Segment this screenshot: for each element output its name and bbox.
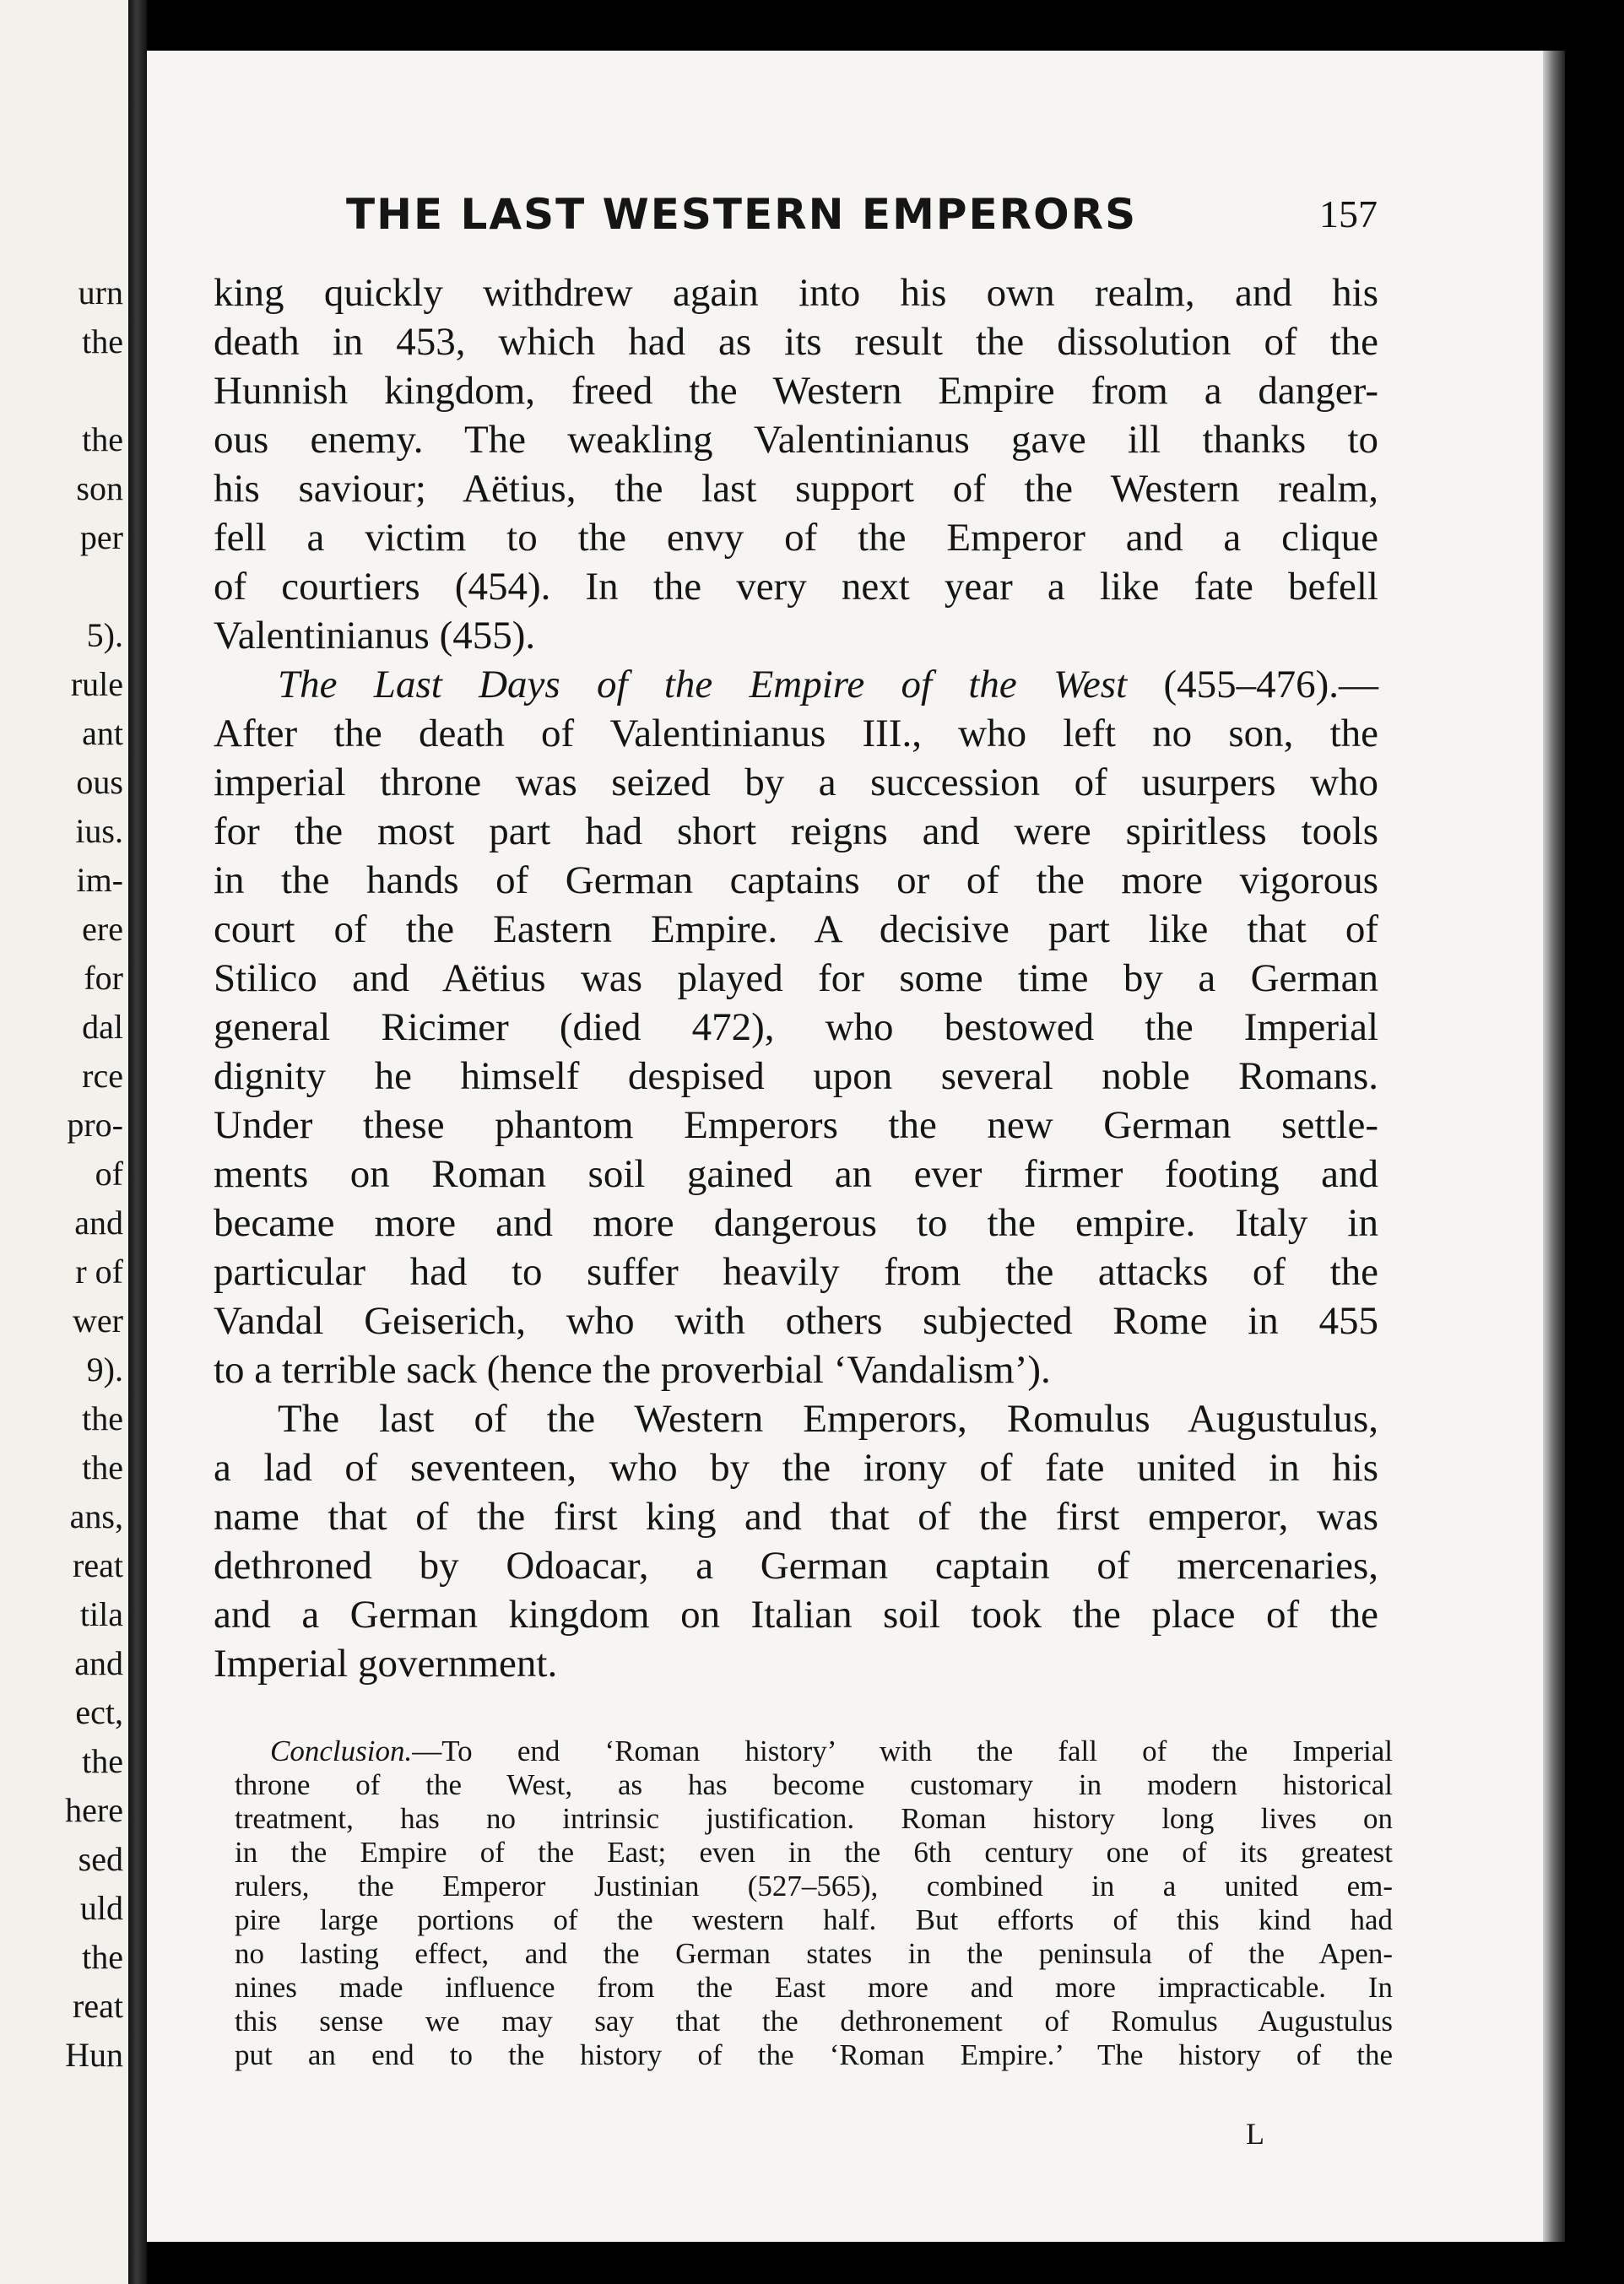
text-line: and a German kingdom on Italian soil took the place of the [214,1593,1378,1637]
page-edge [1543,51,1565,2242]
footnote-line: throne of the West, as has become customary in modern historical [235,1768,1393,1801]
facing-page-fragment-text: reat [73,1546,123,1584]
signature-mark: L [1246,2117,1264,2151]
text-line: Stilico and Aëtius was played for some time by a German [214,956,1378,1000]
text-line: king quickly withdrew again into his own realm, and his [214,271,1378,315]
footnote-conclusion [235,1735,1393,2072]
footnote-line: pire large portions of the western half. But efforts of this kind had [235,1903,1393,1936]
section-title: The Last Days of the Empire of the West [278,663,1128,706]
facing-page-fragment-text: Hun [65,2036,123,2074]
facing-page-fragment-text: pro- [67,1106,123,1144]
footnote-line: put an end to the history of the ‘Roman Empire.’ The history of the [235,2038,1393,2071]
facing-page-fragment-text: dal [82,1008,123,1046]
facing-page-fragment-text: 5). [86,616,123,654]
facing-page-fragment-text: the [82,1448,123,1486]
text-line: name that of the first king and that of the first emperor, was [214,1495,1378,1539]
footnote-line [235,1735,1393,1768]
footnote-line: nines made influence from the East more and more impracticable. In [235,1971,1393,2004]
facing-page-fragment-text: ere [82,910,123,948]
facing-page-fragment-text: of [95,1155,123,1193]
book-gutter [128,0,147,2284]
paragraph-1 [214,268,1378,660]
text-line: ous enemy. The weakling Valentinianus gave ill thanks to [214,418,1378,462]
section-title-dates: (455–476).— [1127,663,1378,706]
text-line: The last of the Western Emperors, Romulus Augustulus, [278,1397,1378,1441]
footnote-line: in the Empire of the East; even in the 6th century one of its greatest [235,1836,1393,1869]
facing-page-fragment-text: ous [76,763,123,801]
text-line: a lad of seventeen, who by the irony of fate united in his [214,1446,1378,1490]
text-line: in the hands of German captains or of the more vigorous [214,858,1378,902]
text-line: Valentinianus (455). [214,614,536,658]
facing-page-fragment-text: im- [76,861,123,899]
footnote-line: rulers, the Emperor Justinian (527–565), combined in a united em- [235,1870,1393,1902]
facing-page-fragment-text: wer [73,1302,123,1340]
text-line: fell a victim to the envy of the Emperor and a clique [214,516,1378,560]
facing-page-fragment-text: per [79,518,123,556]
facing-page-fragment-text: the [82,1399,123,1437]
text-line: After the death of Valentinianus III., who left no son, the [214,712,1378,755]
facing-page-fragment-text: ans, [69,1497,123,1535]
text-line: particular had to suffer heavily from the attacks of the [214,1250,1378,1294]
facing-page-fragment-text: sed [78,1840,123,1878]
facing-page-fragment-text: 9). [86,1350,123,1388]
body-text [214,268,1378,1688]
paragraph-3 [214,1394,1378,1688]
facing-page-fragment-text: uld [79,1889,123,1927]
facing-page-fragment-text: r of [75,1253,123,1291]
footnote-line: treatment, has no intrinsic justification. Roman history long lives on [235,1802,1393,1835]
facing-page-fragment [0,0,128,2284]
text-line: for the most part had short reigns and were spiritless tools [214,809,1378,853]
text-line: death in 453, which had as its result the dissolution of the [214,320,1378,364]
page-number: 157 [1319,192,1378,235]
facing-page-fragment-text: son [76,469,123,507]
facing-page-fragment-text: rule [70,665,123,703]
text-line: Under these phantom Emperors the new German settle- [214,1103,1378,1147]
facing-page-fragment-text: here [65,1791,123,1829]
facing-page-fragment-text: reat [73,1987,123,2025]
footnote-first-line-text: —To end ‘Roman history’ with the fall of the Imperial [412,1735,1393,1767]
facing-page-fragment-text: rce [82,1057,123,1095]
text-line: dethroned by Odoacar, a German captain of mercenaries, [214,1544,1378,1588]
facing-page-fragment-text: and [74,1644,123,1682]
facing-page-fragment-text: ius. [75,812,123,850]
facing-page-fragment-text: the [82,322,123,360]
facing-page-fragment-text: the [82,420,123,458]
footnote-line: this sense we may say that the dethronement of Romulus Augustulus [235,2005,1393,2038]
text-line: Vandal Geiserich, who with others subjected Rome in 455 [214,1299,1378,1343]
facing-page-fragment-text: ect, [75,1693,123,1731]
text-line: of courtiers (454). In the very next year a like fate befell [214,565,1378,609]
facing-page-fragment-text: tila [79,1595,123,1633]
text-line: imperial throne was seized by a succession of usurpers who [214,760,1378,804]
facing-page-fragment-text: for [84,959,123,997]
facing-page-fragment-text: and [74,1204,123,1242]
facing-page-fragment-text: urn [78,273,123,311]
footnote-heading: Conclusion. [270,1735,413,1767]
paragraph-2 [214,709,1378,1394]
text-line: dignity he himself despised upon several noble Romans. [214,1054,1378,1098]
footnote-lines [235,1768,1393,2072]
section-heading-line [214,660,1378,709]
text-line: his saviour; Aëtius, the last support of the Western realm, [214,467,1378,511]
text-line: ments on Roman soil gained an ever firmer footing and [214,1152,1378,1196]
facing-page-fragment-text: the [82,1742,123,1780]
text-line: court of the Eastern Empire. A decisive part like that of [214,907,1378,951]
text-line: became more and more dangerous to the empire. Italy in [214,1201,1378,1245]
page-header [203,190,1418,249]
text-line: Hunnish kingdom, freed the Western Empire from a danger- [214,369,1378,413]
facing-page-fragment-text: the [82,1938,123,1976]
facing-page-fragment-text: ant [82,714,123,752]
text-line: to a terrible sack (hence the proverbial ‘Vandalism’). [214,1348,1051,1392]
text-line: general Ricimer (died 472), who bestowed the Imperial [214,1005,1378,1049]
footnote-line: no lasting effect, and the German states in the peninsula of the Apen- [235,1937,1393,1970]
text-line: Imperial government. [214,1642,558,1686]
running-title: THE LAST WESTERN EMPERORS [346,190,1138,239]
